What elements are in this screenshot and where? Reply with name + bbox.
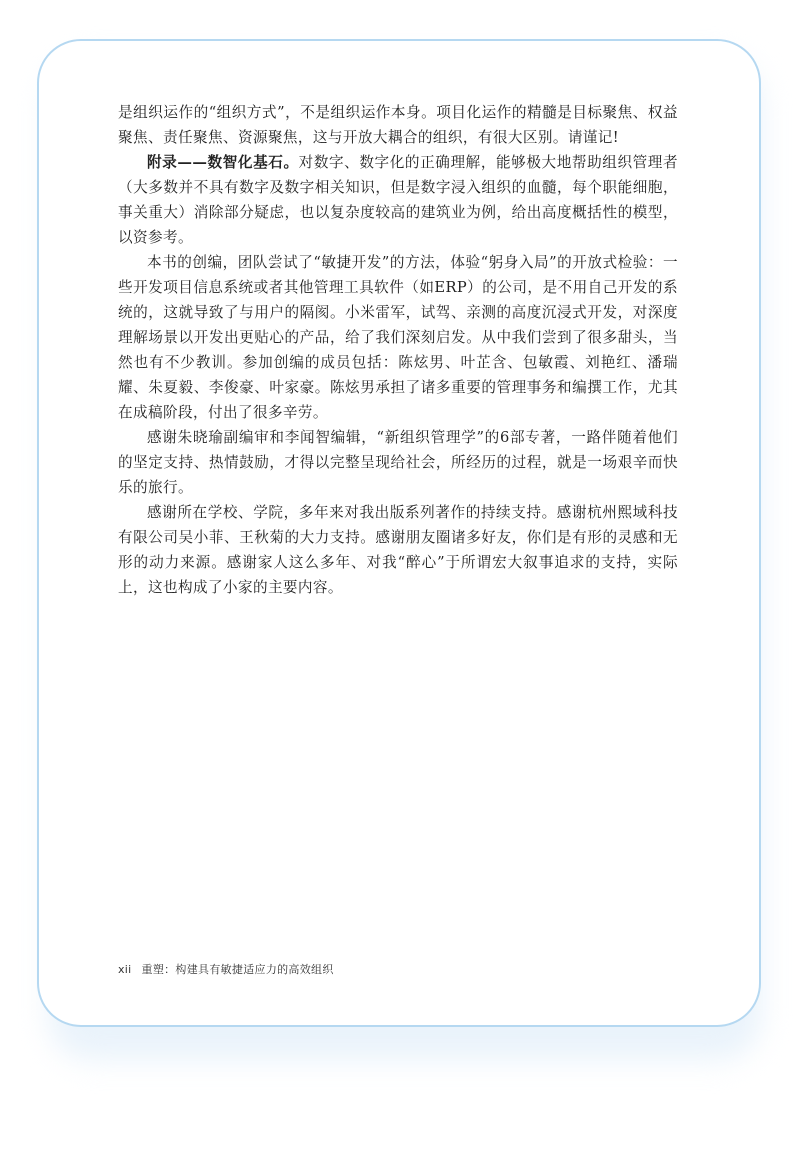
page-footer xyxy=(118,961,334,977)
paragraph-lead: 附录——数智化基石。 xyxy=(147,154,299,171)
page-number: xii xyxy=(118,963,132,976)
paragraph-3 xyxy=(118,250,678,425)
paragraph-1 xyxy=(118,100,678,150)
paragraph-5 xyxy=(118,500,678,600)
running-title: 重塑：构建具有敏捷适应力的高效组织 xyxy=(141,963,334,976)
paragraph-text: 本书的创编，团队尝试了“敏捷开发”的方法，体验“躬身入局”的开放式检验：一些开发项目信息系统或者其他管理工具软件（如ERP）的公司，是不用自己开发的系统的，这就导致了与用户的隔阂。小米雷军，试驾、亲测的高度沉浸式开发，对深度理解场景以开发出更贴心的产品，给了我们深刻启发。从中我们尝到了很多甜头，当然也有不少教训。参加创编的成员包括：陈炫男、叶芷含、包敏霞、刘艳红、潘瑞耀、朱夏毅、李俊豪、叶家豪。陈炫男承担了诸多重要的管理事务和编撰工作，尤其在成稿阶段，付出了很多辛劳。 xyxy=(118,254,678,421)
paragraph-text: 对数字、数字化的正确理解，能够极大地帮助组织管理者（大多数并不具有数字及数字相关知识，但是数字浸入组织的血髓，每个职能细胞，事关重大）消除部分疑虑，也以复杂度较高的建筑业为例，给出高度概括性的模型，以资参考。 xyxy=(118,154,678,246)
paragraph-2 xyxy=(118,150,678,250)
page-body xyxy=(118,100,678,600)
paragraph-4 xyxy=(118,425,678,500)
paragraph-text: 是组织运作的“组织方式”，不是组织运作本身。项目化运作的精髓是目标聚焦、权益聚焦、责任聚焦、资源聚焦，这与开放大耦合的组织，有很大区别。请谨记! xyxy=(118,104,678,146)
paragraph-text: 感谢朱晓瑜副编审和李闻智编辑，“新组织管理学”的6部专著，一路伴随着他们的坚定支持、热情鼓励，才得以完整呈现给社会，所经历的过程，就是一场艰辛而快乐的旅行。 xyxy=(118,429,678,496)
paragraph-text: 感谢所在学校、学院，多年来对我出版系列著作的持续支持。感谢杭州熙域科技有限公司吴小菲、王秋菊的大力支持。感谢朋友圈诸多好友，你们是有形的灵感和无形的动力来源。感谢家人这么多年、对我“醉心”于所谓宏大叙事追求的支持，实际上，这也构成了小家的主要内容。 xyxy=(118,504,678,596)
